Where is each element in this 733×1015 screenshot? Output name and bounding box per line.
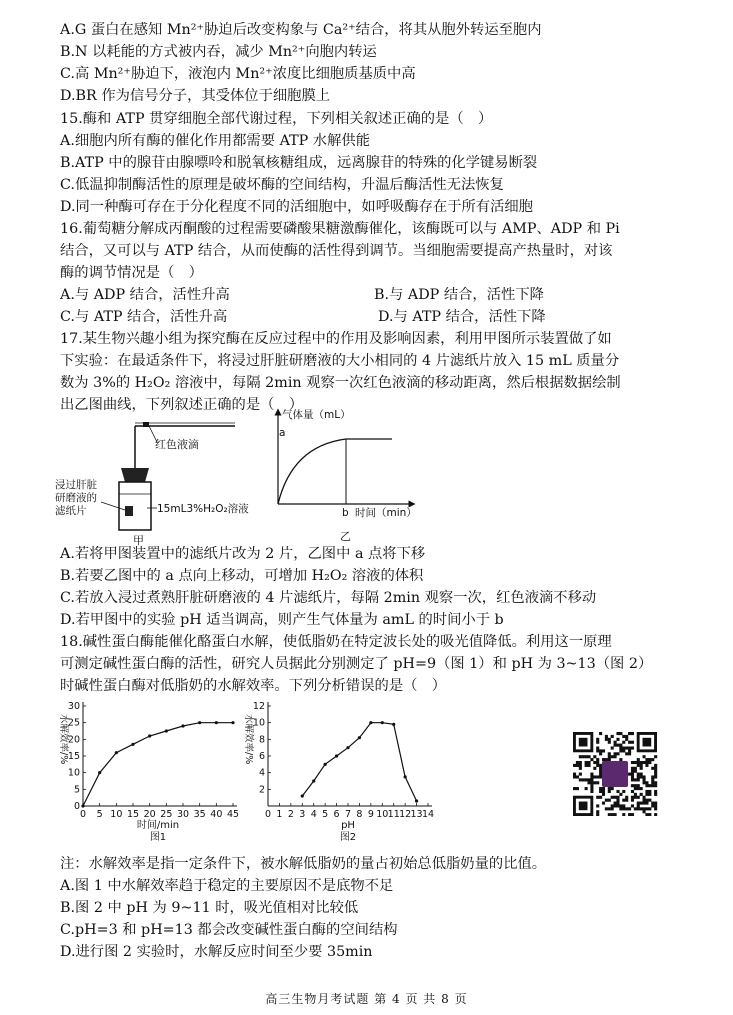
q18-note: 注：水解效率是指一定条件下，被水解低脂奶的量占初始总低脂奶量的比值。 xyxy=(60,856,547,872)
caption-jia: 甲 xyxy=(133,534,144,547)
chart2-x-tick-label: 0 xyxy=(264,809,272,820)
q18-option-c: C.pH=3 和 pH=13 都会改变碱性蛋白酶的空间结构 xyxy=(60,922,398,938)
q16-stem-line3: 酶的调节情况是（ ） xyxy=(60,265,203,281)
gas-curve xyxy=(278,439,392,504)
chart1-y-tick-label: 0 xyxy=(73,801,80,812)
chart2-caption: 图2 xyxy=(339,832,357,843)
q17-option-b: B.若要乙图中的 a 点向上移动，可增加 H₂O₂ 溶液的体积 xyxy=(60,568,424,584)
chart2-y-tick-label: 12 xyxy=(252,701,265,712)
chart2-point xyxy=(392,723,395,726)
chart2-x-label: pH xyxy=(341,820,355,831)
chart1-point xyxy=(231,721,234,724)
chart1-point xyxy=(165,729,168,732)
q16-stem-line1: 16.葡萄糖分解成丙酮酸的过程需要磷酸果糖激酶催化，该酶既可以与 AMP、ADP 和 Pi xyxy=(60,221,620,237)
chart2-x-tick-label: 1 xyxy=(276,809,283,820)
chart1-x-tick-label: 25 xyxy=(160,809,173,820)
q18-option-a: A.图 1 中水解效率趋于稳定的主要原因不是底物不足 xyxy=(60,878,394,894)
chart-hydrolysis-vs-time xyxy=(55,698,245,848)
chart2-point xyxy=(369,721,372,724)
chart2-x-tick-label: 13 xyxy=(410,809,423,820)
red-droplet xyxy=(143,422,149,427)
chart2-x-tick-label: 2 xyxy=(287,809,294,820)
q18-stem-line3: 时碱性蛋白酶对低脂奶的水解效率。下列分析错误的是（ ） xyxy=(60,678,447,694)
q18-stem-line2: 可测定碱性蛋白酶的活性，研究人员据此分别测定了 pH=9（图 1）和 pH 为 3~13（图 2） xyxy=(60,656,653,672)
chart2-y-tick-label: 6 xyxy=(258,751,265,762)
chart1-y-tick-label: 20 xyxy=(67,734,80,746)
apparatus-figure xyxy=(55,418,285,548)
chart2-y-tick-label: 8 xyxy=(258,734,265,746)
q17-stem-line3: 数为 3%的 H₂O₂ 溶液中，每隔 2min 观察一次红色液滴的移动距离，然后根据数据绘制 xyxy=(60,375,621,391)
q16-option-b: B.与 ADP 结合，活性下降 xyxy=(374,287,544,303)
q15-option-c: C.低温抑制酶活性的原理是破坏酶的空间结构，升温后酶活性无法恢复 xyxy=(60,177,504,193)
chart2-y-label: 水解效率/% xyxy=(243,714,254,765)
label-paper-2: 研磨液的 xyxy=(55,492,97,504)
q16-stem-line2: 结合，又可以与 ATP 结合，从而使酶的活性得到调节。当细胞需要提高产热量时，对该 xyxy=(60,243,613,259)
label-paper-1: 浸过肝脏 xyxy=(55,479,97,491)
chart1-point xyxy=(198,721,201,724)
chart1-x-label: 时间/min xyxy=(136,820,180,831)
chart1-x-tick-label: 15 xyxy=(126,809,140,820)
chart1-x-tick-label: 20 xyxy=(143,809,156,820)
q14-option-b: B.N 以耗能的方式被内吞，减少 Mn²⁺向胞内转运 xyxy=(60,44,377,60)
chart1-point xyxy=(115,751,118,754)
flask xyxy=(119,482,151,530)
chart2-point xyxy=(404,775,407,778)
label-red-droplet: 红色液滴 xyxy=(155,438,199,451)
chart1-y-label: 水解效率/% xyxy=(58,714,69,765)
chart2-point xyxy=(335,754,338,757)
chart2-x-tick-label: 4 xyxy=(310,809,317,820)
chart2-point xyxy=(381,721,384,724)
chart2-x-tick-label: 5 xyxy=(322,809,329,820)
chart2-x-tick-label: 12 xyxy=(399,809,412,820)
q14-option-c: C.高 Mn²⁺胁迫下，液泡内 Mn²⁺浓度比细胞质基质中高 xyxy=(60,66,416,82)
chart1-y-tick-label: 15 xyxy=(67,751,80,762)
label-paper-3: 滤纸片 xyxy=(55,505,87,517)
q15-option-b: B.ATP 中的腺苷由腺嘌呤和脱氧核糖组成，远离腺苷的特殊的化学键易断裂 xyxy=(60,155,538,171)
chart2-point xyxy=(346,746,349,749)
chart2-y-tick-label: 2 xyxy=(258,784,265,796)
x-axis-label: 时间（min） xyxy=(355,507,417,519)
q17-option-c: C.若放入浸过煮熟肝脏研磨液的 4 片滤纸片，每隔 2min 观察一次，红色液滴不移动 xyxy=(60,590,597,606)
q15-stem: 15.酶和 ATP 贯穿细胞全部代谢过程，下列相关叙述正确的是（ ） xyxy=(60,111,493,127)
chart2-point xyxy=(312,779,315,782)
chart-hydrolysis-vs-ph xyxy=(240,698,440,848)
q17-stem-line1: 17.某生物兴趣小组为探究酶在反应过程中的作用及影响因素，利用甲图所示装置做了如 xyxy=(60,331,612,347)
q18-option-d: D.进行图 2 实验时，水解反应时间至少要 35min xyxy=(60,944,373,960)
chart1-x-tick-label: 40 xyxy=(210,809,223,820)
q16-option-d: D.与 ATP 结合，活性下降 xyxy=(378,309,546,325)
chart2-x-tick-label: 14 xyxy=(421,809,435,820)
chart2-point xyxy=(415,799,418,802)
point-b-label: b xyxy=(342,507,349,519)
chart2-x-tick-label: 7 xyxy=(344,809,352,820)
y-axis-label: 气体量（mL） xyxy=(282,409,351,421)
chart1-y-tick-label: 30 xyxy=(67,701,80,712)
chart2-point xyxy=(301,794,304,797)
qr-code-icon xyxy=(570,732,660,816)
chart1-y-tick-label: 5 xyxy=(73,784,80,796)
chart2-point xyxy=(324,763,327,766)
point-a-label: a xyxy=(279,427,286,439)
chart1-series-line xyxy=(83,723,233,806)
chart1-point xyxy=(215,721,218,724)
chart2-series-line xyxy=(302,723,416,801)
chart1-point xyxy=(131,743,134,746)
q18-option-b: B.图 2 中 pH 为 9~11 时，吸光值相对比较低 xyxy=(60,900,359,916)
chart1-y-tick-label: 25 xyxy=(67,717,80,729)
label-solution: 15mL3%H₂O₂溶液 xyxy=(157,503,249,515)
chart1-y-tick-label: 10 xyxy=(67,767,80,779)
q16-option-a: A.与 ADP 结合，活性升高 xyxy=(60,287,230,303)
chart1-caption: 图1 xyxy=(149,832,167,843)
chart2-x-tick-label: 3 xyxy=(299,809,306,820)
q17-option-a: A.若将甲图装置中的滤纸片改为 2 片，乙图中 a 点将下移 xyxy=(60,546,426,562)
q17-option-d: D.若甲图中的实验 pH 适当调高，则产生气体量为 amL 的时间小于 b xyxy=(60,612,504,628)
chart1-x-tick-label: 5 xyxy=(96,809,103,820)
q14-option-a: A.G 蛋白在感知 Mn²⁺胁迫后改变构象与 Ca²⁺结合，将其从胞外转运至胞内 xyxy=(60,22,542,38)
q17-stem-line4: 出乙图曲线，下列叙述正确的是（ ） xyxy=(60,397,304,413)
chart1-x-tick-label: 45 xyxy=(226,809,240,820)
chart2-y-tick-label: 4 xyxy=(258,767,265,779)
chart2-x-tick-label: 11 xyxy=(387,809,400,820)
chart1-point xyxy=(181,724,184,727)
page-footer: 高三生物月考试题 第 4 页 共 8 页 xyxy=(265,992,468,1006)
q18-stem-line1: 18.碱性蛋白酶能催化酪蛋白水解，使低脂奶在特定波长处的吸光值降低。利用这一原理 xyxy=(60,634,612,650)
chart2-x-tick-label: 6 xyxy=(333,809,340,820)
chart1-x-tick-label: 35 xyxy=(193,809,206,820)
chart1-x-tick-label: 30 xyxy=(176,809,190,820)
filter-paper xyxy=(125,506,133,516)
chart1-point xyxy=(98,771,101,774)
chart2-point xyxy=(358,736,361,739)
chart2-x-tick-label: 10 xyxy=(376,809,389,820)
q15-option-a: A.细胞内所有酶的催化作用都需要 ATP 水解供能 xyxy=(60,133,370,149)
chart1-point xyxy=(81,804,84,807)
chart1-x-tick-label: 0 xyxy=(79,809,87,820)
caption-yi: 乙 xyxy=(340,530,351,543)
q15-option-d: D.同一种酶可存在于分化程度不同的活细胞中，如呼吸酶存在于所有活细胞 xyxy=(60,199,533,215)
chart1-x-tick-label: 10 xyxy=(110,809,123,820)
q17-stem-line2: 下实验：在最适条件下，将浸过肝脏研磨液的大小相同的 4 片滤纸片放入 15 mL 质量分 xyxy=(60,353,620,369)
chart2-x-tick-label: 8 xyxy=(356,809,363,820)
gas-volume-figure xyxy=(262,406,432,546)
q16-option-c: C.与 ATP 结合，活性升高 xyxy=(60,309,228,325)
chart2-y-tick-label: 10 xyxy=(252,717,265,729)
chart2-x-tick-label: 9 xyxy=(367,809,374,820)
q14-option-d: D.BR 作为信号分子，其受体位于细胞膜上 xyxy=(60,88,331,104)
chart1-point xyxy=(148,734,151,737)
stopper xyxy=(121,468,149,482)
